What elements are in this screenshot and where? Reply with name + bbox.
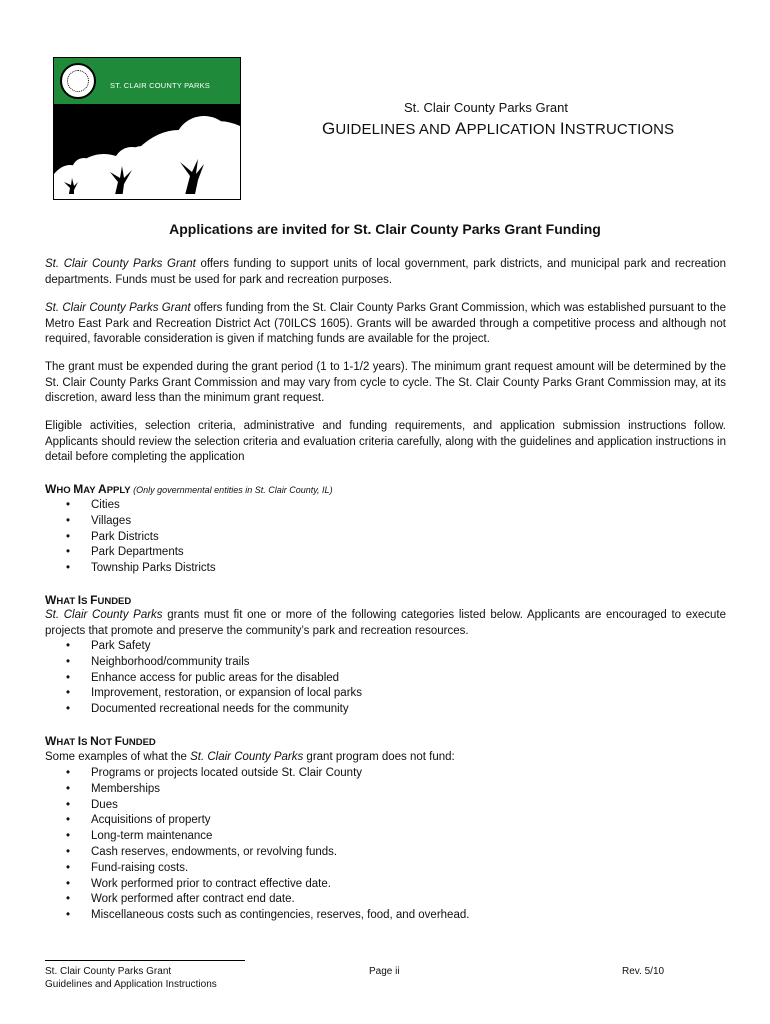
list-item: • Miscellaneous costs such as contingencies, reserves, food, and overhead.	[45, 908, 469, 924]
what-is-funded-heading: WHAT IS FUNDED	[45, 593, 132, 607]
list-item: • Cities	[45, 498, 216, 514]
main-heading: Applications are invited for St. Clair County Parks Grant Funding	[169, 221, 601, 237]
list-item: • Enhance access for public areas for the disabled	[45, 671, 362, 687]
list-item: • Acquisitions of property	[45, 813, 469, 829]
logo-text: ST. CLAIR COUNTY PARKS	[110, 81, 210, 90]
what-is-not-funded-list	[45, 766, 469, 924]
st-clair-county-parks-logo	[53, 57, 241, 200]
list-item: • Neighborhood/community trails	[45, 655, 362, 671]
list-item: • Park Departments	[45, 545, 216, 561]
list-item: • Fund-raising costs.	[45, 861, 469, 877]
who-may-apply-list	[45, 498, 216, 577]
list-item: • Memberships	[45, 782, 469, 798]
footer-doc-title: St. Clair County Parks Grant Guidelines and Application Instructions	[45, 966, 217, 990]
list-item: • Cash reserves, endowments, or revolving funds.	[45, 845, 469, 861]
document-title: GUIDELINES AND APPLICATION INSTRUCTIONS	[322, 119, 675, 138]
what-is-not-funded-intro: Some examples of what the St. Clair County Parks grant program does not fund:	[45, 751, 455, 763]
document-subtitle: St. Clair County Parks Grant	[404, 100, 568, 115]
what-is-funded-list	[45, 639, 362, 718]
what-is-not-funded-heading: WHAT IS NOT FUNDED	[45, 734, 156, 748]
list-item: • Documented recreational needs for the community	[45, 702, 362, 718]
list-item: • Programs or projects located outside St. Clair County	[45, 766, 469, 782]
what-is-funded-intro: St. Clair County Parks grants must fit one or more of the following categories listed below. Applicants are encouraged to execute projects that promote and preserve the community’s park and recreation resources.	[45, 609, 726, 637]
list-item: • Park Districts	[45, 530, 216, 546]
who-may-apply-heading: WHO MAY APPLY (Only governmental entities in St. Clair County, IL)	[45, 482, 333, 496]
list-item: • Park Safety	[45, 639, 362, 655]
intro-paragraph-3: The grant must be expended during the grant period (1 to 1-1/2 years). The minimum grant request amount will be determined by the St. Clair County Parks Grant Commission and may vary from cycle to cycle. The St. Clair County Parks Grant Commission may, at its discretion, award less than the minimum grant request.	[45, 361, 726, 404]
footer-page-number: Page ii	[369, 966, 400, 977]
list-item: • Long-term maintenance	[45, 829, 469, 845]
trees-silhouette-icon	[54, 104, 240, 199]
list-item: • Villages	[45, 514, 216, 530]
footer-divider	[45, 960, 245, 961]
intro-paragraph-4: Eligible activities, selection criteria, administrative and funding requirements, and application submission instructions follow. Applicants should review the selection criteria and evaluation criteria carefully, along with the guidelines and application instructions in detail before completing the application	[45, 420, 726, 463]
intro-paragraph-1: St. Clair County Parks Grant offers funding to support units of local government, park districts, and municipal park and recreation departments. Funds must be used for park and recreation purposes.	[45, 258, 726, 286]
footer-revision: Rev. 5/10	[622, 966, 665, 977]
intro-paragraph-2: St. Clair County Parks Grant offers funding from the St. Clair County Parks Grant Commission, which was established pursuant to the Metro East Park and Recreation District Act (70ILCS 1605). Grants will be awarded through a competitive process and although not required, favorable consideration is given if matching funds are available for the project.	[45, 302, 726, 345]
county-seal-icon	[60, 63, 96, 99]
list-item: • Work performed after contract end date.	[45, 892, 469, 908]
list-item: • Improvement, restoration, or expansion of local parks	[45, 686, 362, 702]
list-item: • Township Parks Districts	[45, 561, 216, 577]
list-item: • Work performed prior to contract effective date.	[45, 877, 469, 893]
list-item: • Dues	[45, 798, 469, 814]
